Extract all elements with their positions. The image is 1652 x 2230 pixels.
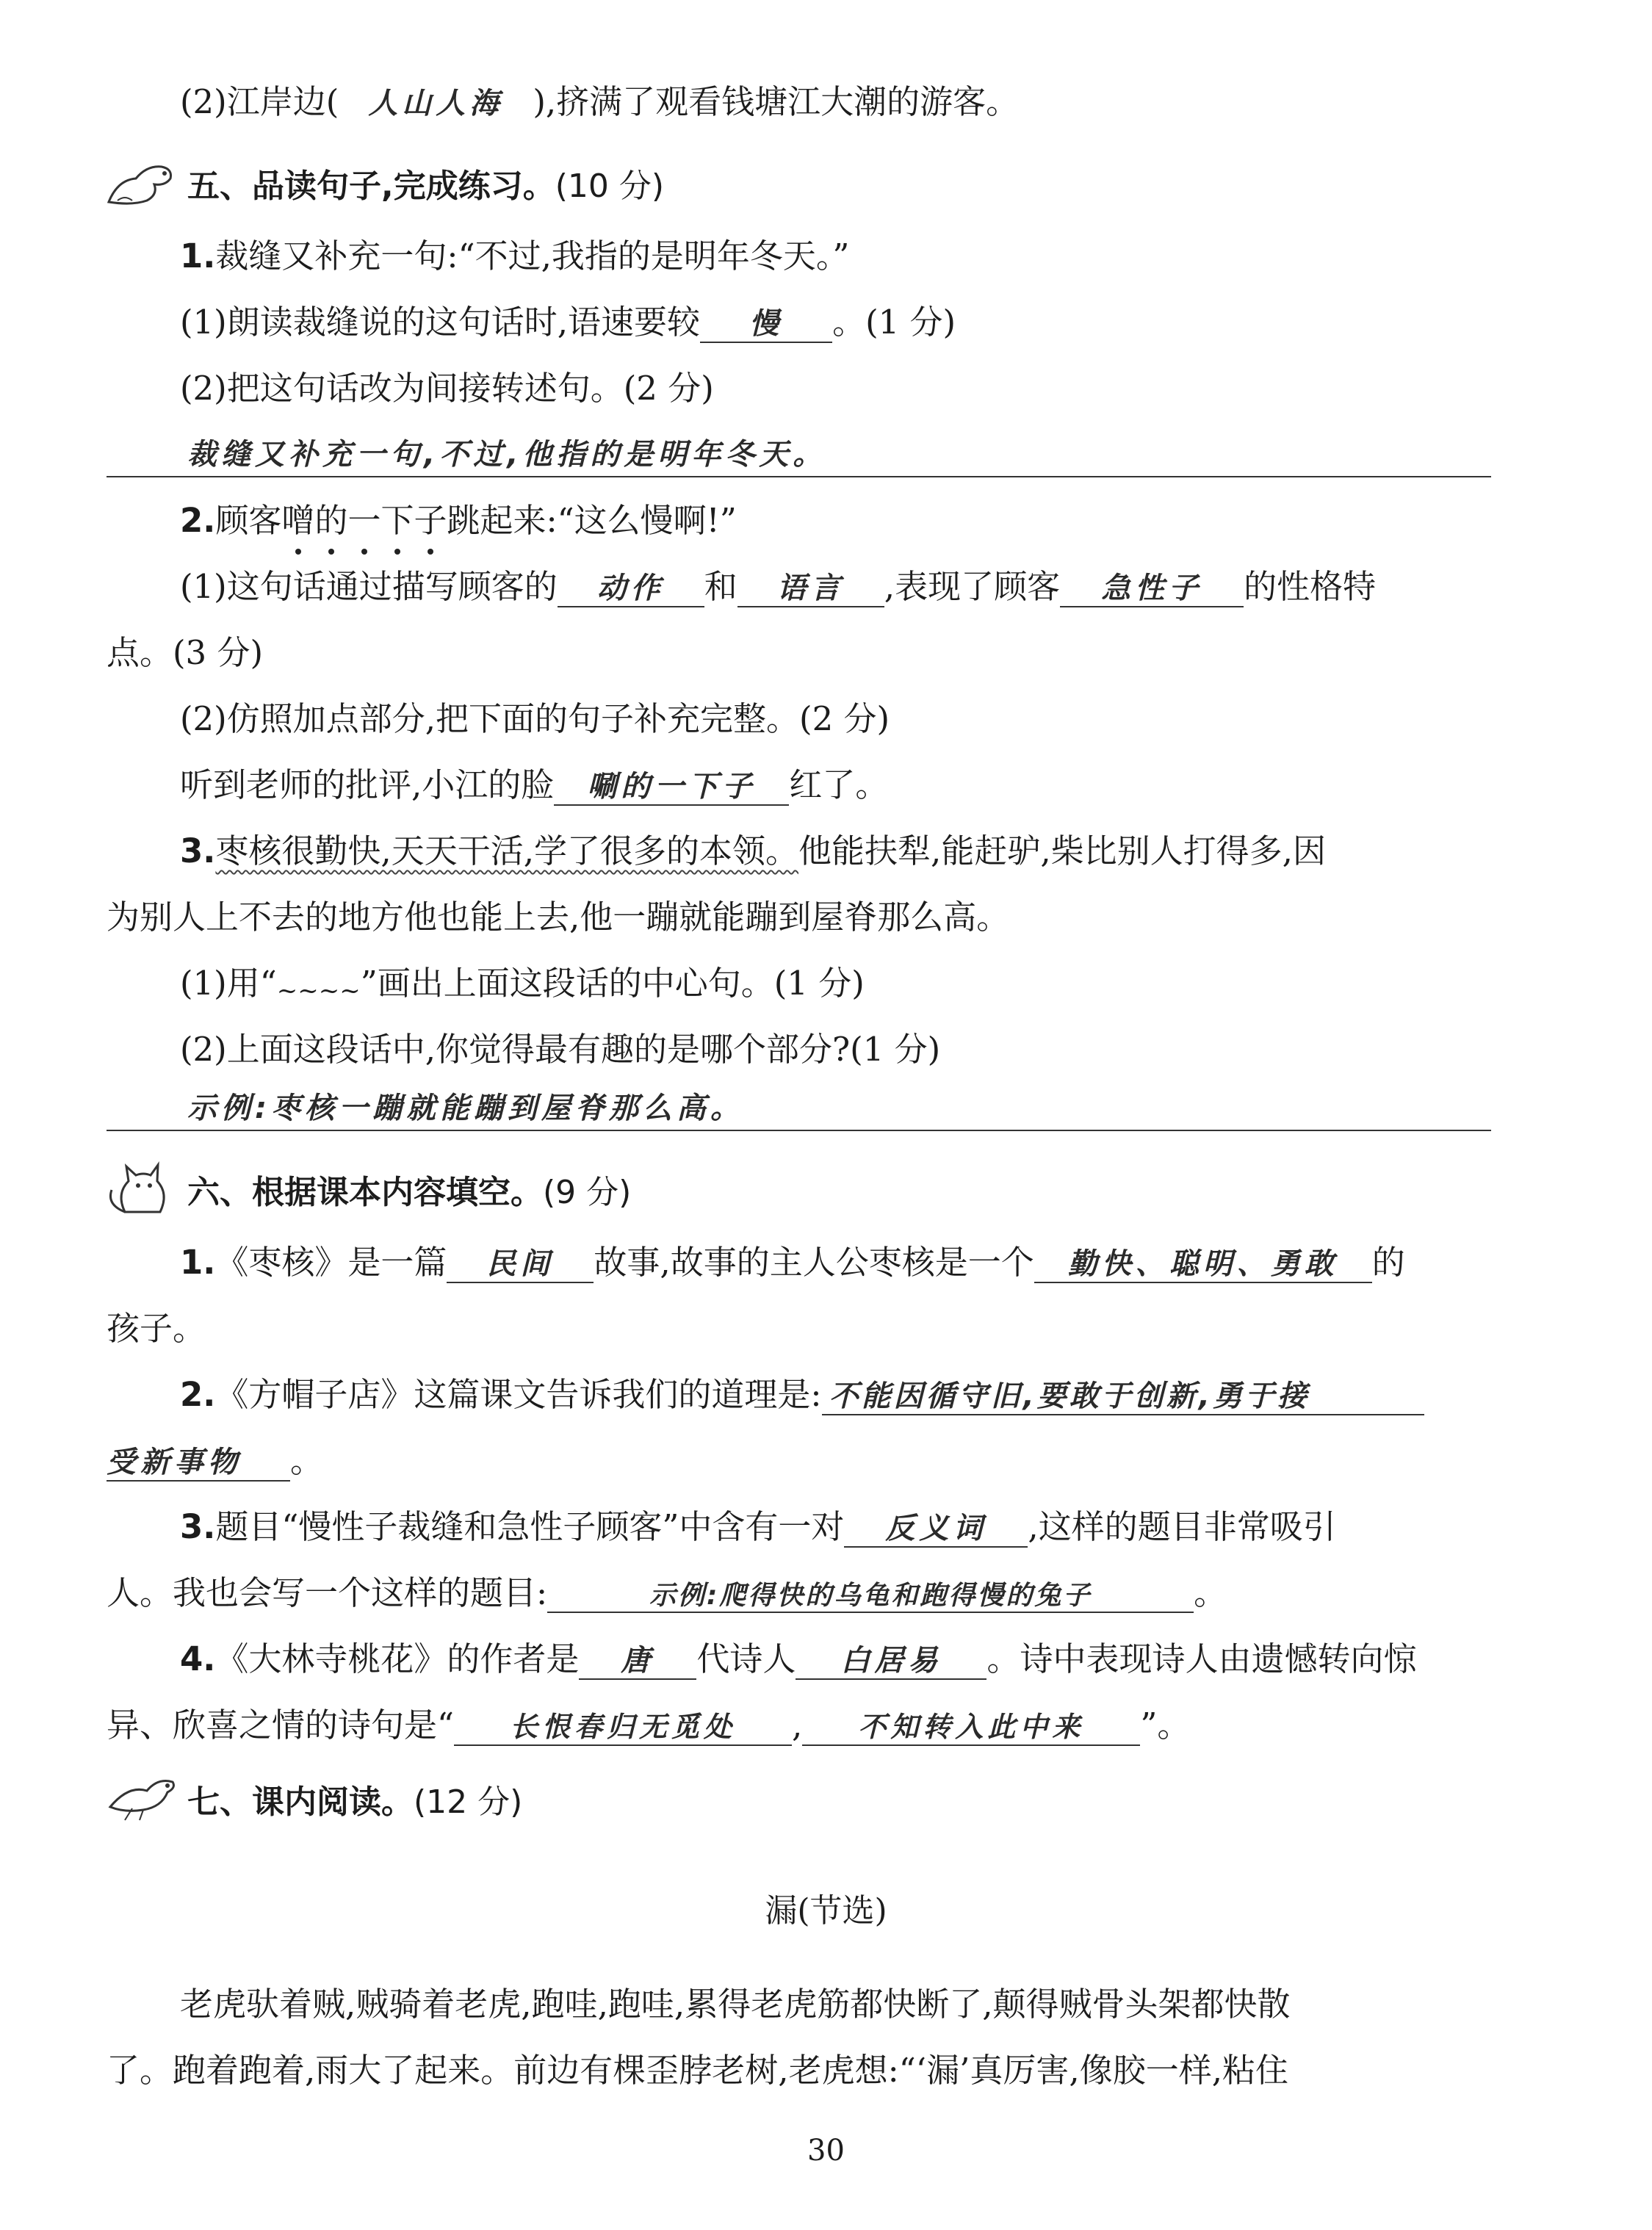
answer-minjian: 民间 [447, 1246, 594, 1283]
fill-line-jiangan: (2)江岸边( 人山人海 ),挤满了观看钱塘江大潮的游客。 [180, 82, 1020, 121]
dotted-char: 子 [414, 499, 447, 543]
cat-icon [103, 1153, 180, 1216]
dotted-char: 一 [347, 499, 380, 543]
answer-lesson-moral-cont: 受新事物 [107, 1445, 290, 1482]
fill-6-3-cont: 人。我也会写一个这样的题目: 示例:爬得快的乌龟和跑得慢的兔子 。 [107, 1573, 1227, 1612]
answer-baijuyi: 白居易 [796, 1643, 986, 1680]
question-5-2-2-sentence: 听到老师的批评,小江的脸 唰的一下子 红了。 [180, 765, 889, 804]
dotted-char: 噌 [281, 499, 314, 543]
answer-tang: 唐 [579, 1643, 696, 1680]
answer-shua: 唰的一下子 [554, 769, 789, 806]
fill-6-3: 3.题目“慢性子裁缝和急性子顾客”中含有一对 反义词 ,这样的题目非常吸引 [180, 1507, 1336, 1546]
dotted-char: 下 [380, 499, 414, 543]
fill-6-1: 1.《枣核》是一篇 民间 故事,故事的主人公枣核是一个 勤快、聪明、勇敢 的 [180, 1243, 1405, 1282]
otter-icon [103, 151, 180, 209]
section-6-heading: 六、根据课本内容填空。(9 分) [187, 1174, 632, 1211]
dotted-char: 的 [314, 499, 347, 543]
answer-poem-line-1: 长恨春归无觅处 [454, 1711, 792, 1746]
question-5-1-1: (1)朗读裁缝说的这句话时,语速要较 慢 。(1 分) [180, 303, 956, 342]
answer-jixingzi: 急性子 [1060, 571, 1244, 607]
answer-renshanrenhai: 人山人海 [368, 87, 504, 120]
passage-paragraph-line-2: 了。跑着跑着,雨大了起来。前边有棵歪脖老树,老虎想:“‘漏’真厉害,像胶一样,粘住 [107, 2051, 1288, 2090]
question-5-3-1: (1)用“~~~~”画出上面这段话的中心句。(1 分) [180, 964, 865, 1006]
question-5-1: 1.裁缝又补充一句:“不过,我指的是明年冬天。” [180, 237, 850, 275]
answer-line-indirect-speech: 裁缝又补充一句,不过,他指的是明年冬天。 [107, 433, 1491, 477]
passage-title: 漏(节选) [765, 1892, 887, 1930]
central-sentence: 枣核很勤快,天天干活,学了很多的本领。 [215, 831, 799, 870]
section-7-heading: 七、课内阅读。(12 分) [187, 1783, 523, 1821]
answer-dongzuo: 动作 [558, 571, 704, 607]
answer-man: 慢 [700, 306, 832, 343]
answer-line-funniest-part: 示例:枣核一蹦就能蹦到屋脊那么高。 [107, 1087, 1491, 1131]
answer-qinkuai: 勤快、聪明、勇敢 [1034, 1246, 1372, 1283]
wavy-line-symbol: ~~~~ [276, 976, 361, 1006]
question-5-2-2: (2)仿照加点部分,把下面的句子补充完整。(2 分) [180, 699, 890, 738]
answer-yuyan: 语言 [737, 571, 884, 607]
question-5-3: 3.枣核很勤快,天天干活,学了很多的本领。他能扶犁,能赶驴,柴比别人打得多,因 [180, 831, 1326, 870]
passage-paragraph-line-1: 老虎驮着贼,贼骑着老虎,跑哇,跑哇,累得老虎筋都快断了,颠得贼骨头架都快散 [180, 1985, 1291, 2024]
section-5-heading: 五、品读句子,完成练习。(10 分) [187, 167, 665, 205]
question-5-2: 2.顾客噌的一下子跳起来:“这么慢啊!” [180, 499, 737, 543]
question-5-1-2: (2)把这句话改为间接转述句。(2 分) [180, 369, 714, 408]
answer-fanyici: 反义词 [844, 1511, 1028, 1548]
fill-6-2-cont: 受新事物 。 [107, 1441, 324, 1480]
question-5-3-cont: 为别人上不去的地方他也能上去,他一蹦就能蹦到屋脊那么高。 [107, 898, 1010, 937]
fill-6-4: 4.《大林寺桃花》的作者是 唐 代诗人 白居易 。诗中表现诗人由遗憾转向惊 [180, 1639, 1417, 1678]
bird-icon [103, 1763, 184, 1822]
question-5-2-1: (1)这句话通过描写顾客的 动作 和 语言 ,表现了顾客 急性子 的性格特 [180, 567, 1377, 606]
fill-6-1-cont: 孩子。 [107, 1309, 206, 1348]
answer-lesson-moral: 不能因循守旧,要敢于创新,勇于接 [822, 1379, 1424, 1415]
question-5-2-1-cont: 点。(3 分) [107, 633, 264, 672]
answer-title-example: 示例:爬得快的乌龟和跑得慢的兔子 [547, 1580, 1194, 1613]
question-5-3-2: (2)上面这段话中,你觉得最有趣的是哪个部分?(1 分) [180, 1030, 941, 1069]
dotted-phrase [281, 499, 447, 543]
answer-poem-line-2: 不知转入此中来 [802, 1711, 1140, 1746]
page-number: 30 [807, 2134, 845, 2168]
fill-6-2: 2.《方帽子店》这篇课文告诉我们的道理是: 不能因循守旧,要敢于创新,勇于接 [180, 1374, 1424, 1417]
fill-6-4-cont: 异、欣喜之情的诗句是“ 长恨春归无觅处 , 不知转入此中来 ”。 [107, 1706, 1191, 1744]
